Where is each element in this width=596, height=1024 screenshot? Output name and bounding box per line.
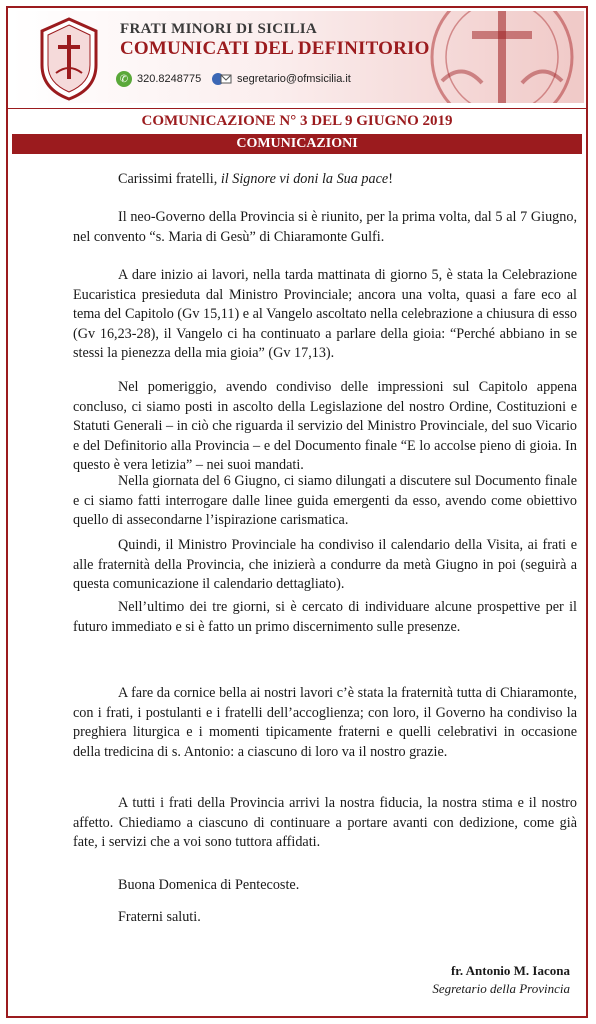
phone-number: 320.8248775: [137, 73, 202, 85]
seal-ornament-icon: [402, 11, 584, 103]
paragraph: Nella giornata del 6 Giugno, ci siamo dilungati a discutere sul Documento finale e ci siamo fatti interrogare dalle linee guida emergenti da esso, avendo come obiettivo quello di assecondarne l’ispirazione carismatica.: [73, 473, 577, 529]
letterhead-title-main: COMUNICATI DEL DEFINITORIO: [120, 38, 430, 59]
greeting: [73, 170, 577, 190]
paragraph: Quindi, il Ministro Provinciale ha condiviso il calendario della Visita, ai frati e alle fraternità della Provincia, che inizierà a condurre da metà Giugno in poi (seguirà a questa comunicazione il calendario dettagliato).: [73, 537, 577, 593]
email-address: segretario@ofmsicilia.it: [237, 73, 351, 85]
letterhead-title-top: FRATI MINORI DI SICILIA: [120, 21, 318, 37]
email-icon: [210, 71, 232, 87]
signature-role: Segretario della Provincia: [432, 981, 570, 996]
order-crest-icon: [38, 17, 100, 101]
phone-contact: [116, 71, 201, 87]
paragraph: Nell’ultimo dei tre giorni, si è cercato di individuare alcune prospettive per il futuro immediato e si è fatto un primo discernimento sulle presenze.: [73, 599, 577, 635]
closing-wish: Buona Domenica di Pentecoste.: [118, 877, 300, 893]
closing-salutation: Fraterni saluti.: [118, 909, 201, 925]
paragraph: A dare inizio ai lavori, nella tarda mattinata di giorno 5, è stata la Celebrazione Eucaristica presieduta dal Ministro Provinciale; ancora una volta, quasi a fare eco al tema del Capitolo (Gv 15,11) e al Vangelo ascoltato nella celebrazione a chiusura di esso (Gv 16,23-28), il Vangelo ci ha continuato a parlare della gioia: “Perché abbiano in se stessi la pienezza della mia gioia” (Gv 17,13).: [73, 267, 577, 362]
paragraph: Nel pomeriggio, avendo condiviso delle impressioni sul Capitolo appena concluso, ci siamo posti in ascolto della Legislazione del nostro Ordine, Costituzioni e Statuti Generali – in ciò che riguarda il servizio del Ministro Provinciale, del suo Vicario e del Definitorio alla Provincia – e del Documento finale “E lo accolse pieno di gioia. In questo è vera letizia” – nei suoi mandati.: [73, 379, 577, 474]
section-label: COMUNICAZIONI: [12, 134, 582, 154]
paragraph: A tutti i frati della Provincia arrivi la nostra fiducia, la nostra stima e il nostro affetto. Chiediamo a ciascuno di continuare a portare avanti con dedizione, come già fate, i servizi che a voi sono tuttora affidati.: [73, 795, 577, 851]
document-page: [6, 6, 588, 1018]
greeting-text: Carissimi fratelli,: [118, 171, 221, 187]
signature-name: fr. Antonio M. Iacona: [450, 963, 570, 978]
paragraph: Il neo-Governo della Provincia si è riunito, per la prima volta, dal 5 al 7 Giugno, nel convento “s. Maria di Gesù” di Chiaramonte Gulfi.: [73, 209, 577, 245]
phone-icon: ✆: [116, 71, 132, 87]
greeting-end: !: [388, 171, 393, 187]
greeting-blessing: il Signore vi doni la Sua pace: [220, 171, 389, 187]
email-contact: [210, 71, 351, 87]
letterhead: [12, 11, 584, 103]
paragraph: A fare da cornice bella ai nostri lavori c’è stata la fraternità tutta di Chiaramonte, con i frati, i postulanti e i fratelli dell’accoglienza; con loro, il Governo ha condiviso la preghiera liturgica e i momenti tipicamente fraterni e quelli celebrativi in occasione della tredicina di s. Antonio: a ciascuno di loro va il nostro grazie.: [73, 685, 577, 760]
communication-title: COMUNICAZIONE N° 3 DEL 9 GIUGNO 2019: [8, 108, 586, 130]
